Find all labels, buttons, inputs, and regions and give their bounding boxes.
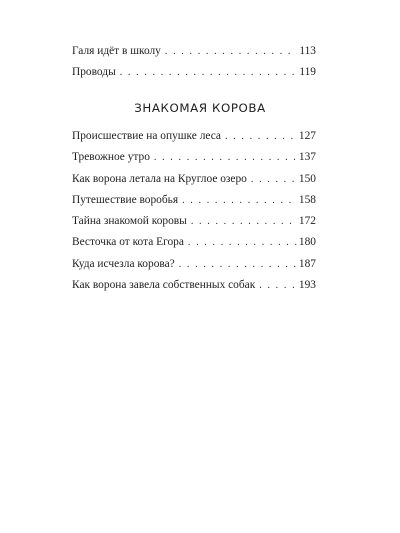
toc-entry-title: Тайна знакомой коровы [72, 215, 187, 228]
toc-dot-leader [154, 147, 297, 168]
toc-entry-title: Происшествие на опушке леса [72, 130, 221, 142]
toc-entry[interactable] [72, 41, 316, 62]
toc-page-number: 180 [298, 236, 316, 249]
toc-entry-title: Как ворона летала на Круглое озеро [72, 172, 247, 185]
toc-dot-leader [120, 62, 298, 83]
toc-page-number: 172 [298, 215, 316, 228]
toc-entry[interactable] [72, 275, 316, 296]
toc-entry-title: Как ворона завела собственных собак [72, 279, 256, 292]
toc-entry[interactable] [72, 147, 316, 168]
toc-page-number: 158 [298, 193, 316, 206]
toc-list-section [72, 126, 316, 296]
toc-entry-title: Галя идёт в школу [72, 45, 161, 57]
section-heading: ЗНАКОМАЯ КОРОВА [134, 101, 266, 115]
toc-dot-leader [259, 275, 297, 296]
toc-entry[interactable] [72, 211, 316, 232]
toc-entry-title: Тревожное утро [72, 151, 150, 164]
toc-page-number: 187 [298, 257, 316, 270]
toc-page-number: 193 [298, 279, 316, 292]
toc-page-number: 127 [298, 130, 316, 142]
toc-entry[interactable] [72, 232, 316, 253]
toc-dot-leader [188, 232, 297, 253]
toc-dot-leader [182, 190, 297, 211]
toc-entry-title: Проводы [72, 66, 116, 79]
toc-list-top [72, 41, 316, 84]
toc-page-number: 119 [299, 66, 316, 79]
toc-page-number: 137 [298, 151, 316, 164]
toc-dot-leader [225, 126, 297, 147]
toc-entry-title: Куда исчезла корова? [72, 257, 175, 270]
toc-entry-title: Путешествие воробья [72, 193, 179, 206]
toc-dot-leader [179, 254, 297, 275]
toc-entry[interactable] [72, 190, 316, 211]
toc-entry-title: Весточка от кота Егора [72, 236, 184, 249]
toc-entry[interactable] [72, 254, 316, 275]
toc-dot-leader [191, 211, 297, 232]
toc-page-number: 150 [298, 172, 316, 185]
toc-page-number: 113 [299, 45, 316, 57]
toc-dot-leader [165, 41, 297, 62]
toc-dot-leader [251, 169, 297, 190]
toc-entry[interactable] [72, 62, 316, 83]
toc-entry[interactable] [72, 126, 316, 147]
toc-entry[interactable] [72, 169, 316, 190]
